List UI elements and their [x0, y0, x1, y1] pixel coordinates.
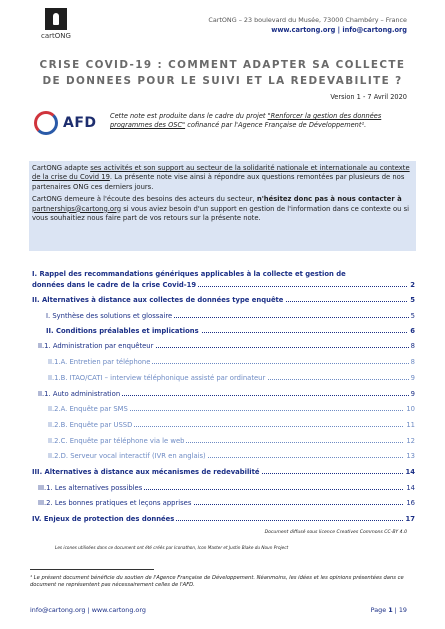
toc-entry-text: données dans le cadre de la crise Covid-19 [32, 281, 197, 289]
toc-entry[interactable] [48, 358, 415, 366]
header-separator: | [335, 26, 343, 34]
page-sep: | [392, 606, 399, 614]
partnerships-email-link[interactable]: partnerships@cartong.org [32, 204, 122, 213]
toc-entry[interactable] [48, 421, 415, 429]
toc-entry-page: 5 [410, 296, 415, 304]
toc-entry-text: II. Alternatives à distance aux collectes de données type enquête [32, 296, 284, 304]
intro-p2-rest: si vous aviez besoin d'un support en gestion de l'information dans ce contexte ou si vous souhaitiez nous faire part de vos retours sur la présente note. [32, 204, 410, 223]
title-line-2: DE DONNEES POUR LE SUIVI ET LA REDEVABILITE ? [42, 75, 403, 87]
footnote-divider [30, 569, 154, 570]
toc-entry-text: IV. Enjeux de protection des données [32, 515, 175, 523]
header-links [271, 26, 407, 34]
toc-entry-page: 16 [406, 499, 415, 507]
footer-links [30, 606, 146, 614]
toc-entry-page: 17 [405, 515, 415, 523]
toc-entry[interactable] [32, 270, 415, 278]
version-label: Version 1 - 7 Avril 2020 [330, 93, 407, 101]
toc-entry-text: II.2.A. Enquête par SMS [48, 405, 128, 413]
toc-entry-page: 2 [410, 281, 415, 289]
toc-entry-page: 9 [410, 390, 415, 398]
icons-credit-note: Les icones utilisées dans ce document ont été créés par Iconathon, Icon Master et Justin Blake du Noun Project [55, 545, 289, 550]
toc-entry-text: III.1. Les alternatives possibles [38, 484, 143, 492]
toc-entry-text: III. Alternatives à distance aux mécanismes de redevabilité [32, 468, 260, 476]
footer-email-link[interactable]: info@cartong.org [30, 606, 86, 614]
document-title [30, 57, 415, 89]
toc-entry[interactable] [48, 405, 415, 413]
toc-entry[interactable] [32, 281, 415, 289]
intro-p1-rest: . La présente note vise ainsi à répondre aux questions remontées par plusieurs de nos partenaires ONG ces derniers jours. [32, 173, 405, 191]
footer-separator: | [85, 606, 92, 614]
toc-entry-page: 14 [405, 468, 415, 476]
footer-website-link[interactable]: www.cartong.org [91, 606, 146, 614]
toc-entry-page: 8 [410, 342, 415, 350]
toc-entry-text: II.1.A. Entretien par téléphone [48, 358, 151, 366]
toc-entry-text: II.1.B. ITAO/CATI – interview téléphonique assisté par ordinateur [48, 374, 266, 382]
intro-paragraph-2 [32, 195, 412, 223]
toc-entry[interactable] [32, 468, 415, 476]
licence-note: Document diffusé sous licence Creatives Commons CC-BY 4.0 [264, 530, 407, 535]
toc-entry-page: 6 [410, 327, 415, 335]
afd-note-after: cofinancé par l'Agence Française de Développement¹. [185, 121, 367, 130]
toc-entry-page: 9 [410, 374, 415, 382]
toc-entry[interactable] [48, 374, 415, 382]
toc-entry-text: II.1. Auto administration [38, 390, 121, 398]
cartong-logo-text: cartONG [41, 32, 71, 40]
intro-box [29, 161, 416, 251]
toc-entry[interactable] [32, 515, 415, 523]
toc-entry-text: II.2.D. Serveur vocal interactif (IVR en anglais) [48, 452, 206, 460]
toc-entry[interactable] [46, 327, 415, 335]
afd-logo-text: AFD [63, 115, 97, 131]
header-address: CartONG – 23 boulevard du Musée, 73000 Chambéry – France [208, 16, 407, 24]
afd-note [110, 112, 408, 130]
toc-entry[interactable] [38, 390, 415, 398]
header-email-link[interactable]: info@cartong.org [342, 26, 407, 34]
activities-link[interactable]: ses activités et son support au secteur de la solidarité nationale et internationale au contexte de la crise du Covid 19 [32, 164, 410, 182]
toc-entry[interactable] [48, 452, 415, 460]
toc-entry[interactable] [32, 296, 415, 304]
toc-entry-text: I. Rappel des recommandations génériques applicables à la collecte et gestion de [32, 270, 346, 278]
afd-note-before: Cette note est produite dans le cadre du projet [110, 112, 268, 120]
page-current: 1 [388, 606, 393, 614]
page-total: 19 [398, 606, 407, 614]
toc-entry-page: 10 [406, 405, 415, 413]
intro-p2-lead: CartONG demeure à l'écoute des besoins des acteurs du secteur, [32, 195, 257, 204]
intro-paragraph-1 [32, 164, 412, 192]
cartong-logo-icon [45, 8, 67, 30]
toc-entry[interactable] [46, 312, 415, 320]
toc-entry-page: 14 [406, 484, 415, 492]
intro-p2-bold: n'hésitez donc pas à nous contacter à [256, 195, 402, 204]
afd-project-link[interactable]: "Renforcer la gestion des données programmes des OSC" [110, 112, 382, 130]
title-line-1: CRISE COVID-19 : COMMENT ADAPTER SA COLLECTE [39, 59, 406, 71]
cartong-logo [37, 8, 75, 48]
toc-entry-page: 5 [410, 312, 415, 320]
page-label: Page [370, 606, 389, 614]
intro-p1-lead: CartONG adapte [32, 164, 91, 172]
toc-entry-text: II.2.B. Enquête par USSD [48, 421, 133, 429]
afd-logo [34, 111, 104, 137]
footnote: ¹ Le présent document bénéficie du soutien de l'Agence Française de Développement. Néanmoins, les idées et les opinions présentées dans ce document ne représentent pas nécessairement celles de l'AFD. [30, 575, 404, 588]
toc-entry-page: 12 [406, 437, 415, 445]
afd-circle-icon [34, 111, 58, 135]
toc-entry-text: I. Synthèse des solutions et glossaire [46, 312, 173, 320]
toc-entry-text: II.2.C. Enquête par téléphone via le web [48, 437, 185, 445]
header-website-link[interactable]: www.cartong.org [271, 26, 336, 34]
toc-entry-text: II.1. Administration par enquêteur [38, 342, 154, 350]
toc-entry-page: 13 [406, 452, 415, 460]
toc-entry[interactable] [38, 342, 415, 350]
toc-entry-page: 11 [406, 421, 415, 429]
page-number [371, 606, 407, 614]
toc-entry-text: III.2. Les bonnes pratiques et leçons apprises [38, 499, 192, 507]
toc-entry[interactable] [38, 499, 415, 507]
toc-entry[interactable] [38, 484, 415, 492]
toc-entry-page: 8 [410, 358, 415, 366]
toc-entry-text: II. Conditions préalables et implications [46, 327, 199, 335]
toc-entry[interactable] [48, 437, 415, 445]
